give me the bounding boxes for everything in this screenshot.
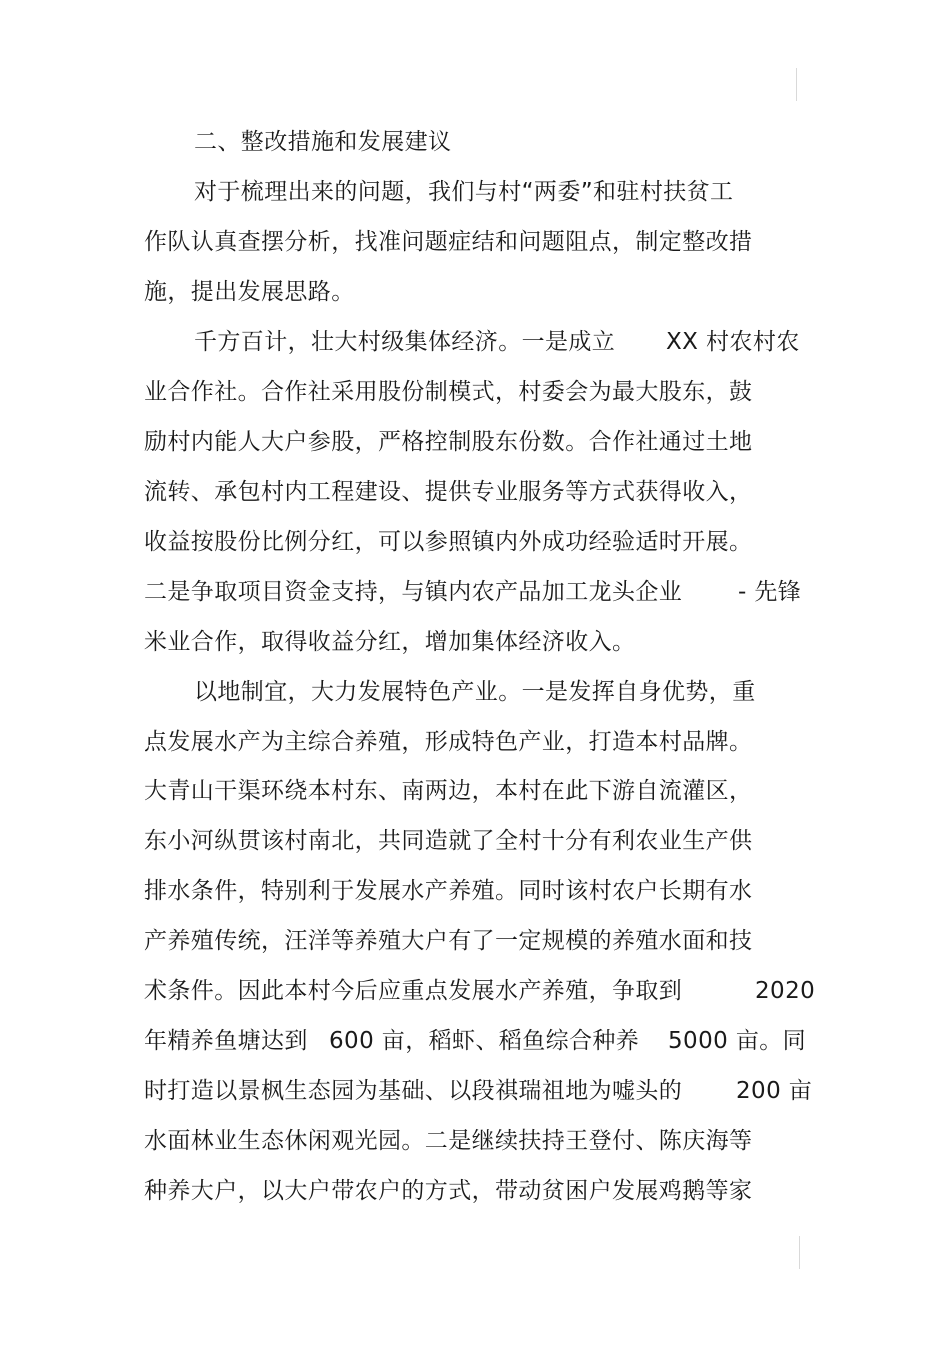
text-segment: XX 村农村农: [666, 329, 800, 355]
text-line: 施，提出发展思路。: [144, 279, 355, 305]
text-segment: 二是争取项目资金支持，与镇内农产品加工龙头企业: [144, 579, 683, 605]
text-segment: 600 亩，稻虾、稻鱼综合种养: [329, 1028, 640, 1054]
text-line: 作队认真查摆分析，找准问题症结和问题阻点，制定整改措: [144, 229, 753, 255]
text-line: 产养殖传统，汪洋等养殖大户有了一定规模的养殖水面和技: [144, 928, 753, 954]
text-segment: 千方百计，壮大村级集体经济。一是成立: [194, 329, 616, 355]
text-segment: 术条件。因此本村今后应重点发展水产养殖，争取到: [144, 978, 683, 1004]
text-line: 米业合作，取得收益分红，增加集体经济收入。: [144, 629, 636, 655]
text-segment: 200 亩: [736, 1078, 813, 1104]
text-line: 点发展水产为主综合养殖，形成特色产业，打造本村品牌。: [144, 729, 753, 755]
text-line: 东小河纵贯该村南北，共同造就了全村十分有利农业生产供: [144, 828, 753, 854]
page-edge-mark-top: [796, 68, 797, 101]
text-segment: - 先锋: [738, 579, 802, 605]
text-line: 以地制宜，大力发展特色产业。一是发挥自身优势，重: [194, 679, 756, 705]
text-line: [0, 327, 950, 357]
text-line: [0, 976, 950, 1006]
page-edge-mark-bottom: [799, 1236, 800, 1269]
text-segment: 时打造以景枫生态园为基础、以段祺瑞祖地为嘘头的: [144, 1078, 683, 1104]
text-line: 水面林业生态休闲观光园。二是继续扶持王登付、陈庆海等: [144, 1128, 753, 1154]
text-line: 种养大户，以大户带农户的方式，带动贫困户发展鸡鹅等家: [144, 1178, 753, 1204]
text-line: 流转、承包村内工程建设、提供专业服务等方式获得收入，: [144, 479, 753, 505]
text-line: 排水条件，特别利于发展水产养殖。同时该村农户长期有水: [144, 878, 753, 904]
text-segment: 5000 亩。同: [668, 1028, 807, 1054]
text-line: 收益按股份比例分红，可以参照镇内外成功经验适时开展。: [144, 529, 753, 555]
text-line: [0, 1076, 950, 1106]
text-segment: 2020: [755, 978, 816, 1004]
text-line: [0, 1026, 950, 1056]
text-line: 对于梳理出来的问题，我们与村“两委”和驻村扶贫工: [194, 179, 734, 205]
text-line: 大青山干渠环绕本村东、南两边，本村在此下游自流灌区，: [144, 778, 753, 804]
text-line: 励村内能人大户参股，严格控制股东份数。合作社通过土地: [144, 429, 753, 455]
section-heading: 二、整改措施和发展建议: [194, 129, 452, 155]
text-line: 业合作社。合作社采用股份制模式，村委会为最大股东，鼓: [144, 379, 753, 405]
text-segment: 年精养鱼塘达到: [144, 1028, 308, 1054]
text-line: [0, 577, 950, 607]
